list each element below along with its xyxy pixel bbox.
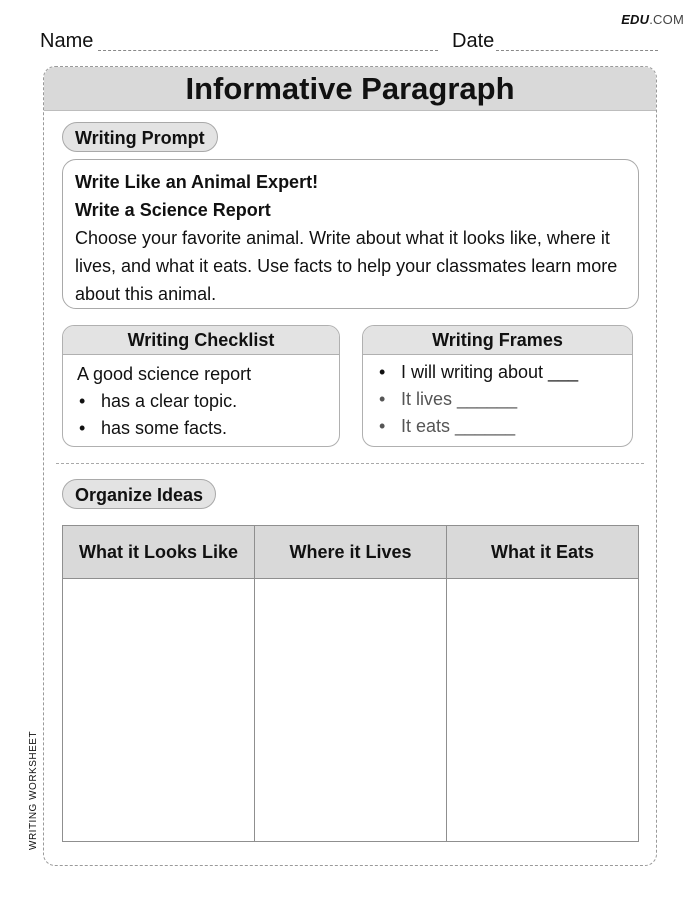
organize-ideas-table (62, 525, 639, 842)
name-label: Name (40, 30, 94, 52)
frame-item: • I will writing about ___ (377, 359, 618, 386)
column-header-looks: What it Looks Like (63, 526, 254, 579)
writing-frames-card (362, 325, 633, 447)
checklist-item: • has some facts. (77, 415, 325, 442)
column-writing-area-looks[interactable] (63, 579, 254, 841)
frame-item: • It eats ______ (377, 413, 618, 440)
column-writing-area-eats[interactable] (447, 579, 638, 841)
name-line (98, 50, 438, 51)
organize-ideas-label: Organize Ideas (62, 479, 216, 509)
writing-checklist-card (62, 325, 340, 447)
brand-logo: EDU.COM (621, 12, 684, 27)
writing-prompt-box (62, 159, 639, 309)
table-column-eats (447, 526, 638, 841)
table-column-looks (63, 526, 255, 841)
date-line (496, 50, 658, 51)
date-label: Date (452, 30, 495, 52)
worksheet-title: Informative Paragraph (44, 67, 656, 111)
checklist-intro: A good science report (77, 364, 252, 384)
name-date-row (40, 30, 660, 54)
column-header-eats: What it Eats (447, 526, 638, 579)
frames-title: Writing Frames (363, 326, 632, 355)
section-divider (56, 463, 644, 464)
column-writing-area-lives[interactable] (255, 579, 446, 841)
checklist-title: Writing Checklist (63, 326, 339, 355)
table-column-lives (255, 526, 447, 841)
checklist-item: • has a clear topic. (77, 388, 325, 415)
prompt-body: Choose your favorite animal. Write about what it looks like, where it lives, and what it eats. Use facts to help your classmates learn more about this animal. (75, 228, 618, 304)
writing-prompt-label: Writing Prompt (62, 122, 218, 152)
frame-item: • It lives ______ (377, 386, 618, 413)
prompt-heading-2: Write a Science Report (75, 200, 271, 220)
side-label: WRITING WORKSHEET (28, 730, 39, 850)
column-header-lives: Where it Lives (255, 526, 446, 579)
prompt-heading-1: Write Like an Animal Expert! (75, 172, 319, 192)
worksheet-frame (43, 66, 657, 866)
